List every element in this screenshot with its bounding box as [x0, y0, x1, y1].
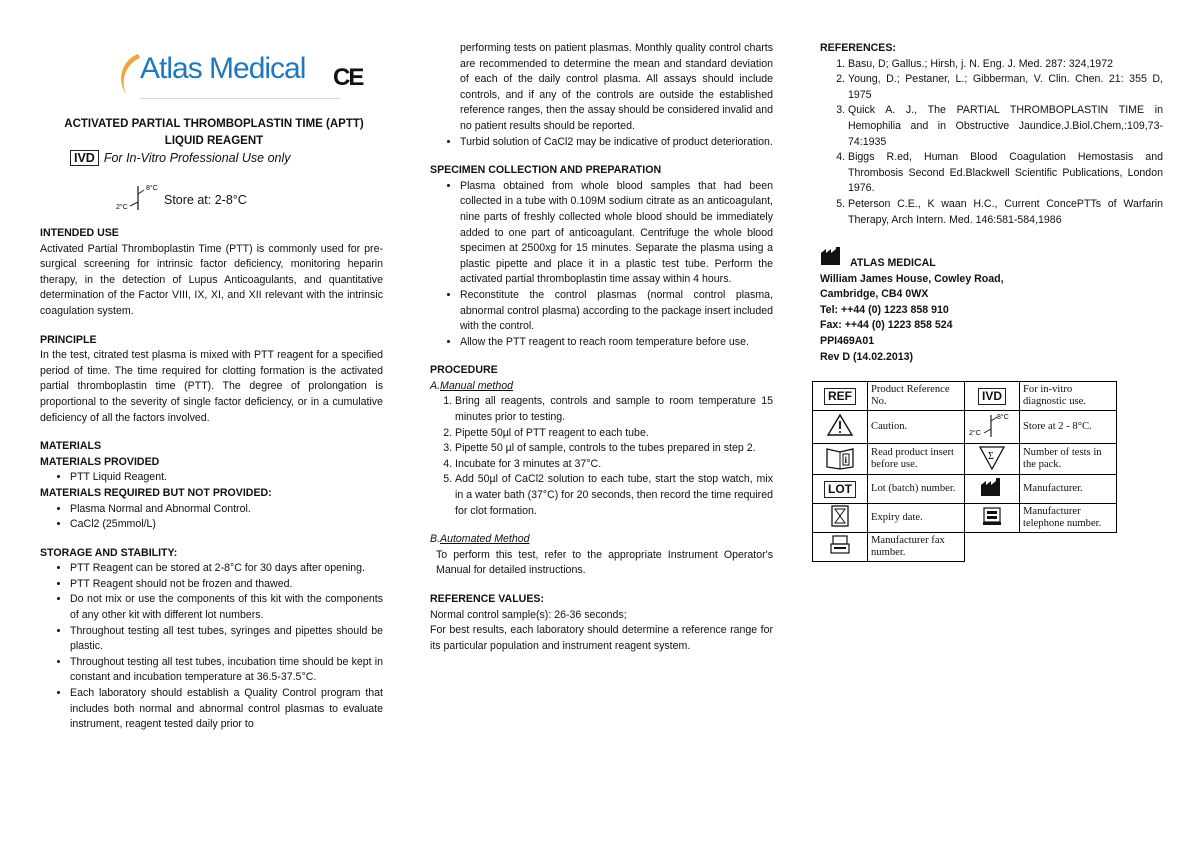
svg-text:8°C: 8°C [146, 185, 158, 192]
svg-text:Σ: Σ [988, 451, 994, 462]
insert-label: Read product insert before use. [868, 444, 965, 475]
ref-icon: REF [824, 388, 856, 405]
storage-temperature [116, 182, 316, 212]
revision: Rev D (14.02.2013) [820, 350, 914, 363]
materials-provided-heading: MATERIALS PROVIDED [40, 455, 160, 468]
table-row [813, 411, 1117, 444]
list-item: • Reconstitute the control plasmas (normal control plasma, abnormal control plasma) according to the package insert included with the control. [460, 288, 773, 335]
list-item: • PTT Liquid Reagent. [70, 470, 383, 486]
caution-icon [826, 413, 854, 437]
lot-icon: LOT [824, 481, 856, 498]
procedure-steps [430, 394, 773, 519]
expiry-label: Expiry date. [868, 504, 965, 533]
logo-underline [140, 98, 340, 99]
tests-count-icon [977, 444, 1007, 470]
table-row [813, 533, 1117, 562]
svg-text:i: i [844, 455, 848, 465]
svg-text:8°C: 8°C [997, 414, 1009, 421]
column-1 [40, 226, 383, 733]
list-item: • Allow the PTT reagent to reach room temperature before use. [460, 335, 773, 351]
telephone-label: Manufacturer telephone number. [1020, 504, 1117, 533]
store-label: Store at 2 - 8°C. [1020, 411, 1117, 444]
list-item: 5. Add 50µl of CaCl2 solution to each tube, start the stop watch, mix in a water bath (37°C) for 20 seconds, then record the time required for clot formation. [455, 472, 773, 519]
list-item: • Do not mix or use the components of this kit with the components of any other kit with different lot numbers. [70, 592, 383, 623]
thermometer-temperature-icon [116, 182, 162, 212]
storage-list-continued [430, 135, 773, 151]
reference-values-line: Normal control sample(s): 26-36 seconds; [430, 608, 627, 621]
list-item: • PTT Reagent should not be frozen and thawed. [70, 577, 383, 593]
column-2 [430, 41, 773, 654]
product-code: PPI469A01 [820, 334, 875, 347]
fax-label: Manufacturer fax number. [868, 533, 965, 562]
list-item: • Turbid solution of CaCl2 may be indicative of product deterioration. [460, 135, 773, 151]
list-item: 1. Basu, D; Gallus.; Hirsh, j. N. Eng. J. Med. 287: 324,1972 [848, 57, 1163, 73]
caution-label: Caution. [868, 411, 965, 444]
fax: Fax: ++44 (0) 1223 858 524 [820, 319, 953, 332]
manufacturer-icon [820, 246, 844, 266]
table-row [813, 504, 1117, 533]
automated-method-text: To perform this test, refer to the appropriate Instrument Operator's Manual for detailed instructions. [436, 548, 773, 577]
lot-label: Lot (batch) number. [868, 475, 965, 504]
intended-use-heading: INTENDED USE [40, 227, 119, 239]
list-item: • Throughout testing all test tubes, syringes and pipettes should be plastic. [70, 624, 383, 655]
list-item: • Each laboratory should establish a Quality Control program that includes both normal and abnormal control plasmas to evaluate instrument, reagent tested daily prior to [70, 686, 383, 733]
manufacturer-name: ATLAS MEDICAL [850, 257, 936, 269]
materials-required-list [40, 502, 383, 533]
list-item: • PTT Reagent can be stored at 2-8°C for 30 days after opening. [70, 561, 383, 577]
list-item: 1. Bring all reagents, controls and sample to room temperature 15 minutes prior to testing. [455, 394, 773, 425]
ivd-icon: IVD [70, 150, 99, 166]
symbols-table [812, 381, 1117, 562]
table-row [813, 382, 1117, 411]
list-item: 2. Young, D.; Pestaner, L.; Gibberman, V. Clin. Chen. 21: 355 D, 1975 [848, 72, 1163, 103]
list-item: 4. Incubate for 3 minutes at 37°C. [455, 457, 773, 473]
manual-method-heading: A.Manual method [430, 379, 514, 392]
specimen-heading: SPECIMEN COLLECTION AND PREPARATION [430, 164, 662, 177]
ce-mark: CE [333, 64, 363, 91]
materials-provided-list [40, 470, 383, 486]
column-3 [820, 41, 1163, 228]
hourglass-expiry-icon [830, 504, 850, 528]
principle-text: In the test, citrated test plasma is mixed with PTT reagent for a specified period of time. The time required for clotting formation is the activated partial thromboplastin time (PTT). The degree of prolongation is proportional to the severity of single factor deficiency, or in a cumulative deficiency of all the factors involved. [40, 349, 383, 424]
references-heading: REFERENCES: [820, 42, 896, 54]
ivd-notice [70, 150, 291, 166]
list-item: 3. Pipette 50 µl of sample, controls to the tubes prepared in step 2. [455, 441, 773, 457]
procedure-heading: PROCEDURE [430, 364, 498, 377]
table-row [813, 475, 1117, 504]
ivd-label: For in-vitro diagnostic use. [1020, 382, 1117, 411]
address-line-1: William James House, Cowley Road, [820, 272, 1004, 285]
store-text: Store at: 2-8°C [164, 193, 247, 207]
title-line-1: ACTIVATED PARTIAL THROMBOPLASTIN TIME (APTT) [64, 118, 364, 130]
svg-text:2°C: 2°C [116, 204, 128, 211]
ivd-icon: IVD [978, 388, 1006, 405]
temperature-limit-icon [967, 411, 1017, 439]
list-item: 2. Pipette 50µl of PTT reagent to each tube. [455, 426, 773, 442]
principle-heading: PRINCIPLE [40, 333, 97, 346]
storage-list [40, 561, 383, 733]
list-item: • Plasma Normal and Abnormal Control. [70, 502, 383, 518]
automated-method-heading: B.Automated Method [430, 533, 530, 546]
reference-values-heading: REFERENCE VALUES: [430, 593, 544, 605]
ivd-text: For In-Vitro Professional Use only [103, 151, 291, 165]
telephone: Tel: ++44 (0) 1223 858 910 [820, 303, 949, 316]
telephone-icon [981, 505, 1003, 527]
list-item: 4. Biggs R.ed, Human Blood Coagulation Hemostasis and Thrombosis Second Ed.Blackwell Scientific Publications, London 1976. [848, 150, 1163, 197]
storage-heading: STORAGE AND STABILITY: [40, 546, 178, 559]
list-item: • Throughout testing all test tubes, incubation time should be kept in constant and incubation temperature at 36.5-37.5°C. [70, 655, 383, 686]
tests-label: Number of tests in the pack. [1020, 444, 1117, 475]
fax-icon [829, 534, 851, 556]
materials-heading: MATERIALS [40, 440, 102, 453]
svg-text:2°C: 2°C [969, 430, 981, 437]
manufacturer-label: Manufacturer. [1020, 475, 1117, 504]
storage-continuation: performing tests on patient plasmas. Monthly quality control charts are recommended to determine the mean and standard deviation of each of the daily control plasma. All assays should include controls, and if any of the controls are outside the established reference ranges, then the assay should be considered invalid and no patient results should be reported. [460, 42, 773, 132]
read-insert-icon [825, 444, 855, 470]
ref-label: Product Reference No. [868, 382, 965, 411]
references-list [820, 57, 1163, 229]
specimen-list [430, 179, 773, 351]
table-row [813, 444, 1117, 475]
materials-required-heading: MATERIALS REQUIRED BUT NOT PROVIDED: [40, 486, 272, 499]
list-item: 3. Quick A. J., The PARTIAL THROMBOPLASTIN TIME in Hemophilia and in Obstructive Jaundice.J.Biol.Chem,:109,73-74:1935 [848, 103, 1163, 150]
title-line-2: LIQUID REAGENT [164, 135, 264, 147]
document-title [40, 116, 388, 150]
reference-values-text: For best results, each laboratory should determine a reference range for its particular population and instrument reagent system. [430, 624, 773, 652]
list-item: • Plasma obtained from whole blood samples that had been collected in a tube with 0.109M sodium citrate as an anticoagulant, nine parts of freshly collected whole blood should be immediately added to one part of anticoagulant. Centrifuge the whole blood specimen at 2500xg for 15 minutes. Separate the plasma using a plastic pipette and place it in a plastic test tube. Perform the activated partial thromboplastin time assay within 4 hours. [460, 179, 773, 288]
manufacturer-icon [979, 477, 1005, 497]
brand-name: Atlas Medical [140, 52, 306, 85]
manufacturer-block [820, 246, 1163, 365]
list-item: • CaCl2 (25mmol/L) [70, 517, 383, 533]
address-line-2: Cambridge, CB4 0WX [820, 288, 929, 301]
list-item: 5. Peterson C.E., K waan H.C., Current ConcePTTs of Warfarin Therapy, Arch Intern. Med. 146:581-584,1986 [848, 197, 1163, 228]
intended-use-text: Activated Partial Thromboplastin Time (PTT) is commonly used for pre-surgical screening for intrinsic factor deficiency, monitoring heparin therapy, in the detection of Lupus Anticoagulants, and quantitative determination of the Factor VIII, IX, XI, and XII relevant with the intrinsic coagulation system. [40, 242, 383, 317]
